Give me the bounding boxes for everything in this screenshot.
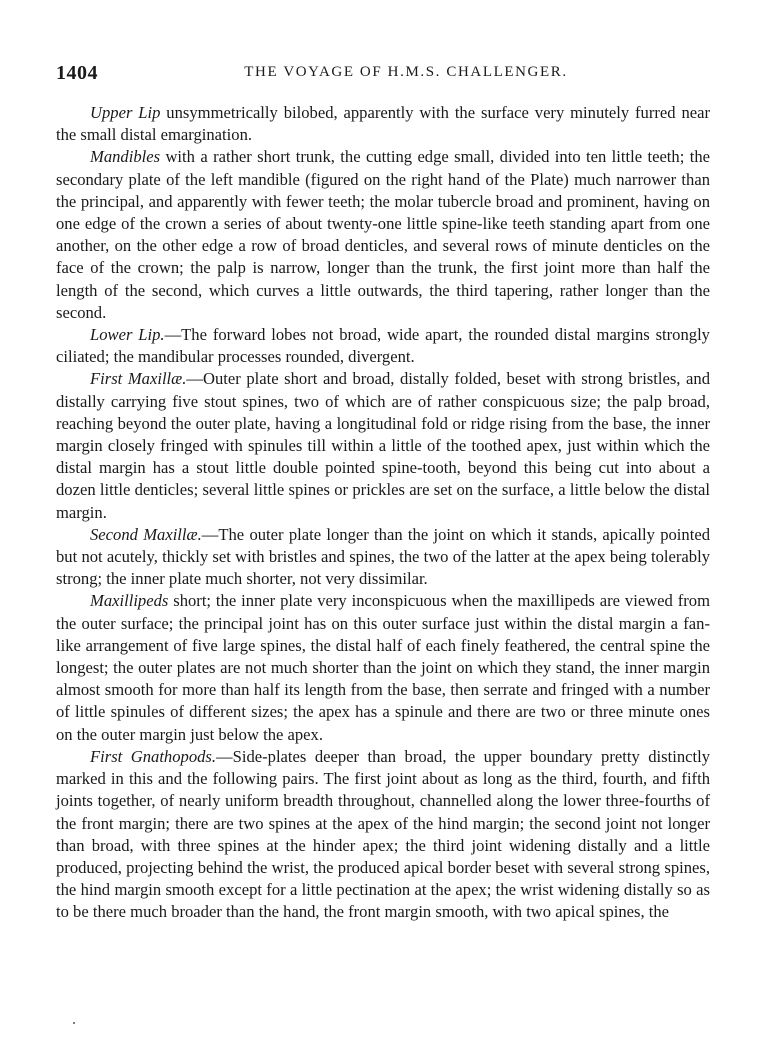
body-text: [56, 102, 710, 924]
paragraph-lower-lip: [56, 324, 710, 368]
paragraph-lead: Lower Lip.: [90, 325, 165, 345]
paragraph-text: —Outer plate short and broad, distally folded, beset with strong bristles, and distally carrying five stout spines, two of which are of rather conspicuous size; the palp broad, reaching beyond the outer plate, having a longitudinal fold or ridge rising from the base, the inner margin closely fringed with spinules till within a little of the toothed apex, just within which the distal margin has a stout little double pointed spine-tooth, beyond this being cut into about a dozen little denticles; several little spines or prickles are set on the surface, a little below the distal margin.: [56, 369, 710, 522]
running-head: [56, 62, 716, 90]
page-number: 1404: [56, 62, 98, 84]
paragraph-upper-lip: [56, 102, 710, 146]
paragraph-first-gnathopods: [56, 746, 710, 924]
paragraph-text: unsymmetrically bilobed, apparently with the surface very minutely furred near the small distal emargination.: [56, 103, 710, 145]
paragraph-lead: First Maxillæ.: [90, 369, 187, 389]
paragraph-second-maxillae: [56, 524, 710, 591]
paragraph-text: with a rather short trunk, the cutting edge small, divided into ten little teeth; the secondary plate of the left mandible (figured on the right hand of the Plate) much narrower than the principal, and apparently with fewer teeth; the molar tubercle broad and prominent, having on one edge of the crown a series of about twenty-one little spine-like teeth standing apart from one another, on the other edge a row of broad denticles, and several rows of minute denticles on the face of the crown; the palp is narrow, longer than the trunk, the first joint more than half the length of the second, which curves a little outwards, the third tapering, rather longer than the second.: [56, 147, 710, 322]
paragraph-lead: Second Maxillæ.: [90, 524, 202, 544]
running-title: THE VOYAGE OF H.M.S. CHALLENGER.: [244, 64, 568, 80]
paragraph-first-maxillae: [56, 368, 710, 523]
paragraph-text: —The outer plate longer than the joint on which it stands, apically pointed but not acutely, thickly set with bristles and spines, the two of the latter at the apex being tolerably strong; the inner plate much shorter, not very dissimilar.: [56, 524, 710, 589]
paragraph-maxillipeds: [56, 590, 710, 745]
paper-speck: [73, 1022, 75, 1024]
paragraph-lead: Upper Lip: [90, 103, 161, 122]
paragraph-text: —Side-plates deeper than broad, the upper boundary pretty distinctly marked in this and the following pairs. The first joint about as long as the third, fourth, and fifth joints together, of nearly uniform breadth throughout, channelled along the lower three-fourths of the front margin; there are two spines at the apex of the hind margin; the second joint not longer than broad, with three spines at the hinder apex; the third joint widening distally and a little produced, projecting behind the wrist, the produced apical border beset with several strong spines, the hind margin smooth except for a little pectination at the apex; the wrist widening distally so as to be there much broader than the hand, the front margin smooth, with two apical spines, the: [56, 746, 710, 922]
paragraph-mandibles: [56, 146, 710, 324]
paragraph-text: short; the inner plate very inconspicuous when the maxillipeds are viewed from the outer surface; the principal joint has on this outer surface just within the distal margin a fan-like arrangement of five large spines, the distal half of each finely feathered, the central spine the longest; the outer plates are not much shorter than the joint on which they stand, the inner margin almost smooth for more than half its length from the base, then serrate and fringed with a number of little spinules of different sizes; the apex has a spinule and there are two or three minute ones on the outer margin just below the apex.: [56, 591, 710, 744]
paragraph-lead: First Gnathopods.: [90, 746, 217, 766]
paragraph-text: —The forward lobes not broad, wide apart, the rounded distal margins strongly ciliated; the mandibular processes rounded, divergent.: [56, 325, 710, 367]
paragraph-lead: Mandibles: [90, 147, 161, 167]
paragraph-lead: Maxillipeds: [90, 591, 169, 611]
